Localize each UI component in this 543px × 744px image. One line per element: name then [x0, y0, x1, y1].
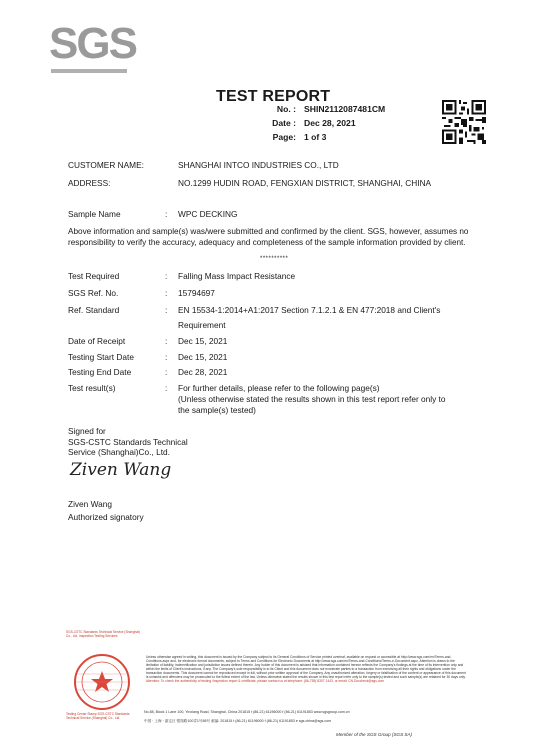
- report-meta: [252, 104, 442, 144]
- ref-standard-colon: :: [165, 305, 168, 315]
- red-seal-stamp-icon: [72, 652, 132, 712]
- handwritten-signature: Ziven Wang: [70, 460, 172, 480]
- test-results-value: For further details, please refer to the following page(s): [178, 383, 380, 393]
- testing-start-label: Testing Start Date: [68, 352, 134, 362]
- stamp-caption-bottom: Testing Center Stamp SGS-CSTC Standards Technical Service (Shanghai) Co., Ltd.: [66, 712, 130, 720]
- signatory-name: Ziven Wang: [68, 499, 112, 509]
- report-page-value: 1 of 3: [304, 132, 327, 142]
- date-of-receipt-colon: :: [165, 336, 168, 346]
- signed-for-line2: SGS-CSTC Standards Technical: [68, 436, 188, 447]
- test-required-value: Falling Mass Impact Resistance: [178, 271, 296, 281]
- report-no-label: No. :: [276, 104, 296, 114]
- terms-text: Unless otherwise agreed in writing, this document is issued by the Company subject to its General Conditions of Service printed overleaf, available on request or accessible at http://www.sgs.com/en/Terms-and-Conditions.aspx and, for electronic format documents, subject to Terms and Conditions for Electronic Documents at http://www.sgs.com/en/Terms-and-Conditions/Terms-e-Document.aspx. Attention is drawn to the limitation of liability, indemnification and jurisdiction issues defined therein. Any holder of this document is advised that information contained hereon reflects the Company's findings at the time of its intervention only and within the limits of Client's instructions, if any. The Company's sole responsibility is to its Client and this document does not exonerate parties to a transaction from exercising all their rights and obligations under the transaction documents. This document cannot be reproduced except in full, without prior written approval of the Company. Any unauthorized alteration, forgery or falsification of the content or appearance of this document is unlawful and offenders may be prosecuted to the fullest extent of the law. Unless otherwise stated the results shown in this test report refer only to the sample(s) tested and such sample(s) are retained for 30 days only.: [146, 655, 466, 680]
- testing-end-value: Dec 28, 2021: [178, 367, 228, 377]
- sgs-ref-colon: :: [165, 288, 168, 298]
- customer-name-value: SHANGHAI INTCO INDUSTRIES CO., LTD: [178, 160, 339, 170]
- report-page-label: Page:: [272, 132, 296, 142]
- sgs-ref-value: 15794697: [178, 288, 215, 298]
- testing-start-colon: :: [165, 352, 168, 362]
- date-of-receipt-value: Dec 15, 2021: [178, 336, 228, 346]
- customer-address-value: NO.1299 HUDIN ROAD, FENGXIAN DISTRICT, SHANGHAI, CHINA: [178, 178, 432, 188]
- signed-for-line3: Service (Shanghai)Co., Ltd.: [68, 447, 170, 458]
- page-title: TEST REPORT: [216, 88, 331, 105]
- testing-end-label: Testing End Date: [68, 367, 132, 377]
- test-results-value-line2: (Unless otherwise stated the results shown in this test report refer only to: [178, 394, 446, 404]
- test-results-colon: :: [165, 383, 168, 393]
- logo-underline: [51, 69, 127, 73]
- authenticity-notice: Attention: To check the authenticity of testing /inspection report & certificate, please contact us at telephone: (86-755) 8307 1443, or email: CN.Doccheck@sgs.com: [146, 679, 385, 684]
- test-required-label: Test Required: [68, 271, 120, 281]
- test-results-label: Test result(s): [68, 383, 116, 393]
- sgs-ref-label: SGS Ref. No.: [68, 288, 119, 298]
- sample-name-value: WPC DECKING: [178, 209, 238, 219]
- test-required-colon: :: [165, 271, 168, 281]
- footer-address: [144, 708, 474, 726]
- sgs-logo-text: SGS: [49, 19, 136, 68]
- sample-name-colon: :: [165, 209, 168, 219]
- footer-address-cn: 中国 · 上海 · 嘉定区 银翔路100弄1号88号 邮编: 201815 t (86-21) 61196000 f (86-21) 61191853 e sgs.china@sgs.com: [144, 719, 332, 723]
- footer-address-en: No.88, Block 1 Lane 100, Yinxiang Road, Shanghai, China 201815 t (86-21) 61196000 f (86-21) 61191853 www.sgsgroup.com.cn: [144, 710, 350, 714]
- customer-name-label: CUSTOMER NAME:: [68, 160, 144, 170]
- terms-fine-print: [146, 655, 466, 683]
- customer-address-label: ADDRESS:: [68, 178, 111, 188]
- testing-end-colon: :: [165, 367, 168, 377]
- section-separator: **********: [260, 256, 289, 262]
- report-no-value: SHIN2112087481CM: [304, 104, 386, 114]
- stamp-caption-top: SGS-CSTC Standards Technical Service (Shanghai) Co., Ltd. Inspection Testing Services: [66, 630, 140, 638]
- sgs-logo: [49, 19, 136, 72]
- ref-standard-value-line2: Requirement: [178, 320, 226, 330]
- report-date-value: Dec 28, 2021: [304, 118, 356, 128]
- test-results-value-line3: the sample(s) tested): [178, 405, 256, 415]
- signed-for-block: [68, 426, 188, 458]
- sample-statement: Above information and sample(s) was/were submitted and confirmed by the client. SGS, however, assumes no responsibility to verify the accuracy, adequacy and completeness of the sample information provided by client.: [68, 227, 469, 247]
- member-of-sgs: Member of the SGS Group (SGS SA): [336, 732, 413, 737]
- report-date-label: Date :: [272, 118, 296, 128]
- signatory-title: Authorized signatory: [68, 512, 144, 522]
- qr-code-icon: [442, 100, 486, 144]
- signed-for-line1: Signed for: [68, 426, 106, 436]
- ref-standard-value: EN 15534-1:2014+A1:2017 Section 7.1.2.1 & EN 477:2018 and Client's: [178, 305, 441, 315]
- testing-start-value: Dec 15, 2021: [178, 352, 228, 362]
- ref-standard-label: Ref. Standard: [68, 305, 120, 315]
- sample-name-label: Sample Name: [68, 209, 121, 219]
- date-of-receipt-label: Date of Receipt: [68, 336, 126, 346]
